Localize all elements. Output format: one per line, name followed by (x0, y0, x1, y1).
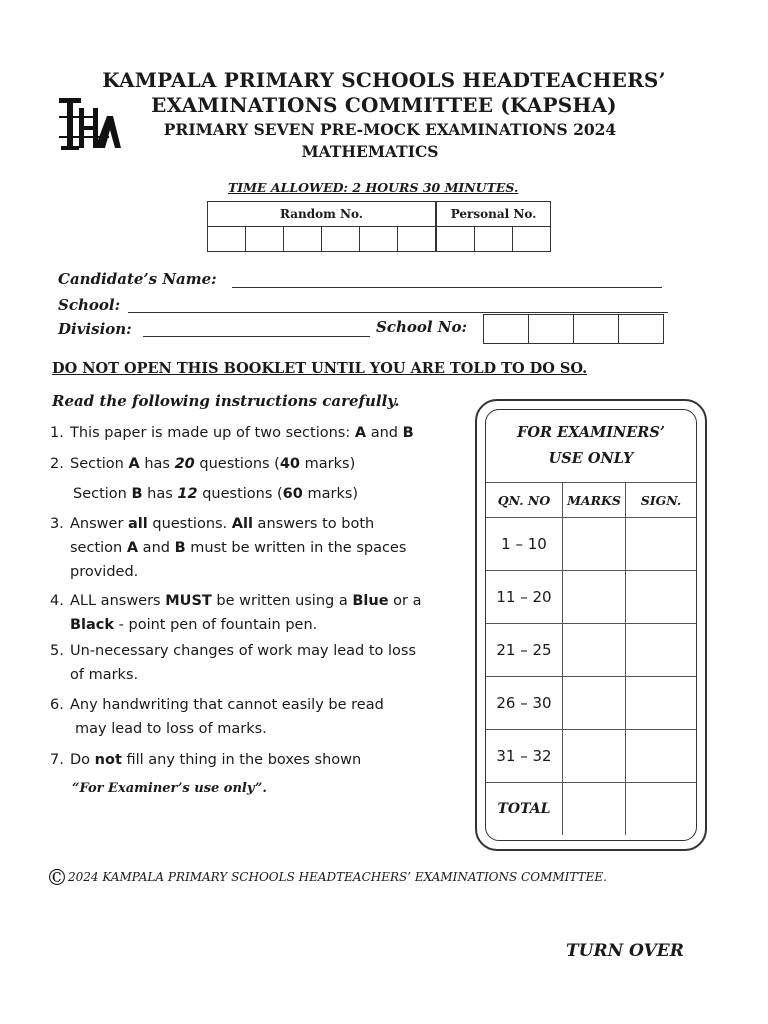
instruction-2-section-b: Section B has 12 questions (60 marks) (73, 486, 359, 502)
personal-no-label: Personal No. (436, 202, 551, 227)
for-examiners-use-note: “For Examiner’s use only”. (72, 781, 267, 796)
school-line[interactable] (128, 312, 668, 313)
examiners-table (486, 410, 696, 835)
sign-cell[interactable] (626, 730, 697, 783)
division-line[interactable] (143, 336, 370, 337)
time-allowed: TIME ALLOWED: 2 HOURS 30 MINUTES. (228, 180, 519, 195)
header-line-1: KAMPALA PRIMARY SCHOOLS HEADTEACHERS’ (102, 68, 666, 92)
qn-range: 26 – 30 (486, 677, 563, 730)
copyright-notice: ©2024 KAMPALA PRIMARY SCHOOLS HEADTEACHERS’ EXAMINATIONS COMMITTEE. (46, 866, 607, 891)
marks-cell[interactable] (563, 624, 626, 677)
marks-cell[interactable] (563, 571, 626, 624)
col-marks: MARKS (563, 483, 626, 518)
random-no-box[interactable] (360, 227, 398, 252)
candidate-name-line[interactable] (232, 287, 662, 288)
instruction-3: 3. Answer all questions. All answers to both section A and B must be written in the spaces provided. (50, 516, 407, 580)
school-no-box[interactable] (484, 315, 529, 344)
marks-cell[interactable] (563, 677, 626, 730)
sign-cell[interactable] (626, 677, 697, 730)
instruction-6: 6. Any handwriting that cannot easily be read may lead to loss of marks. (50, 697, 384, 737)
division-label: Division: (58, 320, 132, 338)
qn-range: 11 – 20 (486, 571, 563, 624)
copyright-icon: © (46, 866, 68, 891)
school-no-label: School No: (376, 318, 468, 336)
total-sign-cell[interactable] (626, 783, 697, 836)
instruction-5: 5. Un-necessary changes of work may lead to loss of marks. (50, 643, 417, 683)
qn-range: 1 – 10 (486, 518, 563, 571)
kapsha-logo-icon (55, 96, 121, 152)
random-no-box[interactable] (246, 227, 284, 252)
do-not-open-warning: DO NOT OPEN THIS BOOKLET UNTIL YOU ARE TOLD TO DO SO. (52, 360, 588, 377)
sign-cell[interactable] (626, 518, 697, 571)
turn-over: TURN OVER (566, 941, 684, 961)
sign-cell[interactable] (626, 571, 697, 624)
instruction-1: 1. This paper is made up of two sections: A and B (50, 425, 414, 441)
examiners-box (485, 409, 697, 841)
personal-no-box[interactable] (436, 227, 475, 252)
instruction-7: 7. Do not fill any thing in the boxes shown (50, 752, 362, 768)
marks-cell[interactable] (563, 518, 626, 571)
col-sign: SIGN. (626, 483, 697, 518)
instruction-4: 4. ALL answers MUST be written using a Blue or a Black - point pen of fountain pen. (50, 593, 422, 633)
exam-title: PRIMARY SEVEN PRE-MOCK EXAMINATIONS 2024 (163, 120, 617, 139)
qn-range: 31 – 32 (486, 730, 563, 783)
read-instructions-heading: Read the following instructions carefully. (52, 392, 400, 410)
school-no-box[interactable] (529, 315, 574, 344)
personal-no-box[interactable] (513, 227, 551, 252)
subject-title: MATHEMATICS (301, 142, 439, 161)
school-no-boxes (483, 314, 664, 344)
school-no-box[interactable] (574, 315, 619, 344)
school-no-box[interactable] (619, 315, 664, 344)
random-no-label: Random No. (208, 202, 437, 227)
marks-cell[interactable] (563, 730, 626, 783)
personal-no-box[interactable] (475, 227, 513, 252)
qn-range: 21 – 25 (486, 624, 563, 677)
header-line-2: EXAMINATIONS COMMITTEE (KAPSHA) (151, 93, 617, 117)
random-no-box[interactable] (322, 227, 360, 252)
random-no-box[interactable] (208, 227, 246, 252)
col-qn-no: QN. NO (486, 483, 563, 518)
total-label: TOTAL (486, 783, 563, 836)
total-marks-cell[interactable] (563, 783, 626, 836)
candidate-name-label: Candidate’s Name: (58, 270, 217, 288)
random-no-box[interactable] (284, 227, 322, 252)
examiners-title: FOR EXAMINERS’ USE ONLY (486, 410, 696, 483)
sign-cell[interactable] (626, 624, 697, 677)
instruction-2: 2. Section A has 20 questions (40 marks) (50, 456, 356, 472)
random-no-box[interactable] (398, 227, 437, 252)
school-label: School: (58, 296, 121, 314)
number-grid (207, 201, 551, 252)
